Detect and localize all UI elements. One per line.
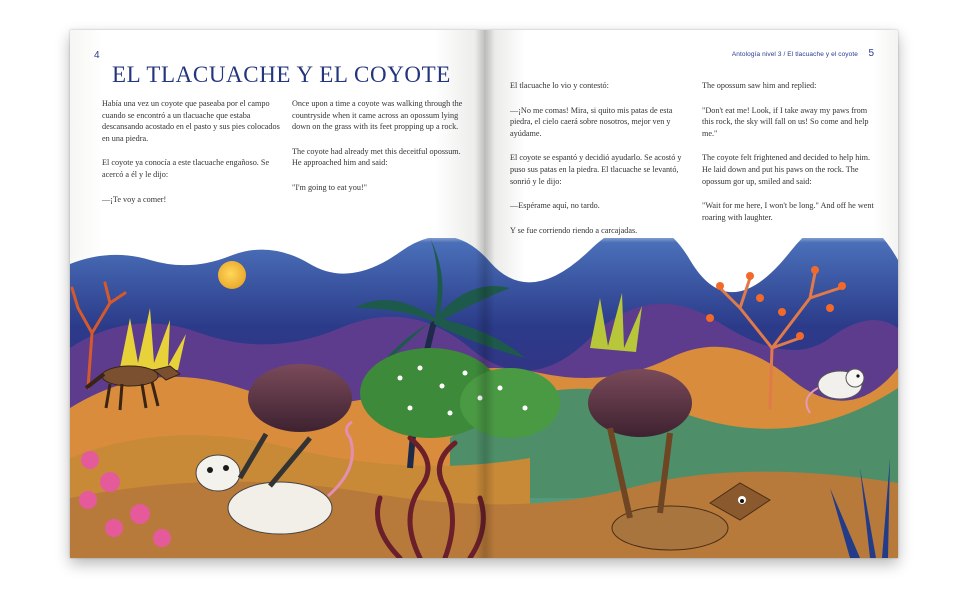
spanish-column-right [510, 80, 686, 249]
open-book-spread [70, 30, 898, 558]
paragraph: —¡Te voy a comer! [102, 194, 167, 204]
rock-left [248, 364, 352, 432]
spanish-column-left [102, 98, 280, 218]
running-header-text: Antología nivel 3 / El tlacuache y el coyote [731, 51, 858, 58]
paragraph: "Wait for me here, I won't be long." And off he went roaring with laughter. [702, 201, 874, 222]
story-title: EL TLACUACHE Y EL COYOTE [112, 62, 451, 87]
english-column-left [292, 98, 468, 207]
paragraph: "Don't eat me! Look, if I take away my paws from this rock, the sky will fall on us! So come and help me." [702, 105, 869, 138]
paragraph: Once upon a time a coyote was walking through the countryside when it came across an opossum lying down on the grass with its feet propping up a rock. [292, 99, 463, 132]
paragraph: El coyote se espantó y decidió ayudarlo. Se acostó y puso sus patas en la piedra. El tlacuache se levantó, sonrió y le dijo: [510, 153, 682, 186]
paragraph: The coyote felt frightened and decided to help him. He laid down and put his paws on the rock. The opossum gor up, smiled and said: [702, 153, 871, 186]
paragraph: "I'm going to eat you!" [292, 182, 368, 192]
paragraph: The coyote had already met this deceitful opossum. He approached him and said: [292, 146, 461, 168]
paragraph: Había una vez un coyote que paseaba por el campo cuando se encontró a un tlacuache que estaba descansando acostado en el pasto y sus pies colocados en una piedra. [102, 99, 280, 143]
moon [218, 261, 246, 289]
english-column-right [702, 80, 878, 236]
rock-right [588, 369, 692, 437]
paragraph: El coyote ya conocía a este tlacuache engañoso. Se acercó a él y le dijo: [102, 158, 270, 179]
page-number-right: 5 [868, 48, 874, 59]
paragraph: El tlacuache lo vio y contestó: [510, 81, 609, 90]
paragraph: —Espérame aquí, no tardo. [510, 201, 600, 211]
book-gutter [475, 30, 495, 558]
running-header [732, 51, 858, 58]
page-number-left: 4 [94, 50, 100, 61]
paragraph: Y se fue corriendo riendo a carcajadas. [510, 225, 638, 235]
paragraph: The opossum saw him and replied: [702, 81, 817, 90]
paragraph: —¡No me comas! Mira, si quito mis patas de esta piedra, el cielo caerá sobre nosotros, mejor ven y ayúdame. [510, 105, 673, 138]
